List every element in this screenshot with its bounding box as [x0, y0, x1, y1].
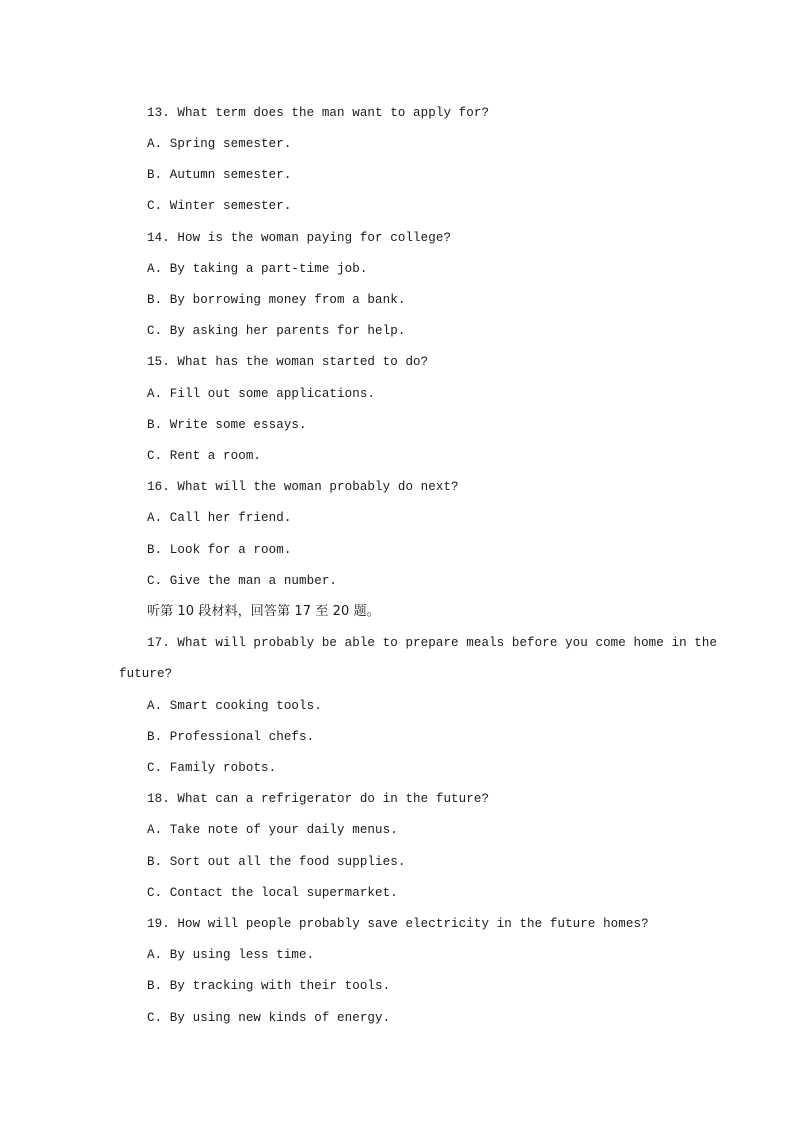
question-16: 16. What will the woman probably do next? — [147, 480, 459, 494]
option-17c: C. Family robots. — [147, 761, 277, 775]
option-14b: B. By borrowing money from a bank. — [147, 293, 406, 307]
option-16c: C. Give the man a number. — [147, 574, 338, 588]
option-15b: B. Write some essays. — [147, 418, 307, 432]
option-13c: C. Winter semester. — [147, 199, 292, 213]
option-15c: C. Rent a room. — [147, 449, 262, 463]
option-13a: A. Spring semester. — [147, 137, 292, 151]
option-14a: A. By taking a part-time job. — [147, 262, 368, 276]
option-19a: A. By using less time. — [147, 948, 315, 962]
option-19b: B. By tracking with their tools. — [147, 979, 391, 993]
question-18: 18. What can a refrigerator do in the future? — [147, 792, 490, 806]
question-19: 19. How will people probably save electricity in the future homes? — [147, 917, 649, 931]
question-14: 14. How is the woman paying for college? — [147, 231, 452, 245]
option-19c: C. By using new kinds of energy. — [147, 1011, 391, 1025]
question-15: 15. What has the woman started to do? — [147, 355, 429, 369]
question-13: 13. What term does the man want to apply for? — [147, 106, 490, 120]
option-17a: A. Smart cooking tools. — [147, 699, 322, 713]
question-17: 17. What will probably be able to prepare meals before you come home in the — [147, 636, 718, 650]
question-17-continued: future? — [119, 667, 173, 681]
section-instruction: 听第 10 段材料，回答第 17 至 20 题。 — [147, 604, 380, 619]
option-18a: A. Take note of your daily menus. — [147, 823, 398, 837]
option-13b: B. Autumn semester. — [147, 168, 292, 182]
option-15a: A. Fill out some applications. — [147, 387, 376, 401]
option-18c: C. Contact the local supermarket. — [147, 886, 398, 900]
option-16b: B. Look for a room. — [147, 543, 292, 557]
option-14c: C. By asking her parents for help. — [147, 324, 406, 338]
option-18b: B. Sort out all the food supplies. — [147, 855, 406, 869]
option-17b: B. Professional chefs. — [147, 730, 315, 744]
option-16a: A. Call her friend. — [147, 511, 292, 525]
